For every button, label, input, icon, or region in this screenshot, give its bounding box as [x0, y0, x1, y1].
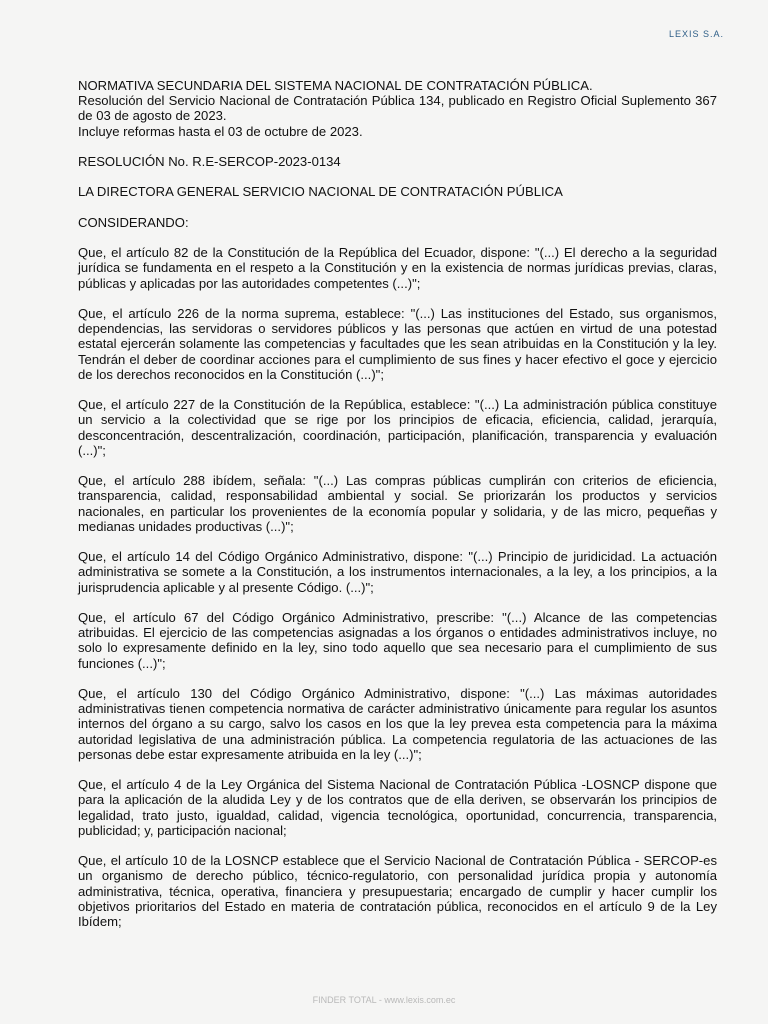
paragraph: Que, el artículo 67 del Código Orgánico Administrativo, prescribe: "(...) Alcance de las competencias atribuidas. El ejercicio de las competencias asignadas a los órganos o entidades administrativos incluye, no solo lo expresamente definido en la ley, sino todo aquello que sea necesario para el cumplimiento de sus funciones (...)"; [78, 609, 717, 671]
paragraph: Que, el artículo 14 del Código Orgánico Administrativo, dispone: "(...) Principio de juridicidad. La actuación administrativa se somete a la Constitución, a los instrumentos internacionales, a la ley, a los principios, a la jurisprudencia aplicable y al presente Código. (...)"; [78, 549, 717, 595]
document-heading [78, 78, 717, 139]
footer-label: FINDER TOTAL - www.lexis.com.ec [312, 995, 456, 1005]
paragraph: Que, el artículo 82 de la Constitución de la República del Ecuador, dispone: "(...) El derecho a la seguridad jurídica se fundamenta en el respeto a la Constitución y en la existencia de normas jurídicas previas, claras, públicas y aplicadas por las autoridades competentes (...)"; [78, 245, 717, 291]
document-reforms: Incluye reformas hasta el 03 de octubre de 2023. [78, 123, 363, 139]
paragraph: Que, el artículo 227 de la Constitución de la República, establece: "(...) La administración pública constituye un servicio a la colectividad que se rige por los principios de eficacia, eficiencia, calidad, jerarquía, desconcentración, descentralización, coordinación, participación, planificación, transparencia y evaluación (...)"; [78, 397, 717, 458]
paragraph: Que, el artículo 226 de la norma suprema, establece: "(...) Las instituciones del Estado, sus organismos, dependencias, las servidoras o servidores públicos y las personas que actúen en virtud de una potestad estatal ejercerán solamente las competencias y facultades que les sean atribuidas en la Constitución y la ley. Tendrán el deber de coordinar acciones para el cumplimiento de sus fines y hacer efectivo el goce y ejercicio de los derechos reconocidos en la Constitución (...)"; [78, 305, 717, 382]
paragraph: Que, el artículo 130 del Código Orgánico Administrativo, dispone: "(...) Las máximas autoridades administrativas tienen competencia normativa de carácter administrativo únicamente para regular los asuntos internos del órgano a su cargo, salvo los casos en los que la ley prevea esta competencia para la máxima autoridad legislativa de una administración pública. La competencia regulatoria de las actuaciones de las personas debe estar expresamente atribuida en la ley (...)"; [78, 685, 717, 762]
document-body [78, 78, 717, 944]
paragraph: Que, el artículo 10 de la LOSNCP establece que el Servicio Nacional de Contratación Pública - SERCOP-es un organismo de derecho público, técnico-regulatorio, con personalidad jurídica propia y autonomía administrativa, técnica, operativa, financiera y presupuestaria; encargado de cumplir y hacer cumplir los objetivos prioritarios del Estado en materia de contratación pública, reconocidos en el artículo 9 de la Ley Ibídem; [78, 853, 717, 929]
document-source: Resolución del Servicio Nacional de Contratación Pública 134, publicado en Registro Oficial Suplemento 367 de 03 de agosto de 2023. [78, 93, 717, 124]
paragraph: Que, el artículo 4 de la Ley Orgánica del Sistema Nacional de Contratación Pública -LOSNCP dispone que para la aplicación de la aludida Ley y de los contratos que de ella deriven, se observarán los principios de legalidad, trato justo, igualdad, calidad, vigencia tecnológica, oportunidad, concurrencia, transparencia, publicidad; y, participación nacional; [78, 777, 717, 838]
resolution-number: RESOLUCIÓN No. R.E-SERCOP-2023-0134 [78, 154, 341, 169]
authority-line: LA DIRECTORA GENERAL SERVICIO NACIONAL DE CONTRATACIÓN PÚBLICA [78, 184, 563, 200]
considerando-heading: CONSIDERANDO: [78, 214, 189, 230]
document-title: NORMATIVA SECUNDARIA DEL SISTEMA NACIONAL DE CONTRATACIÓN PÚBLICA. [78, 78, 593, 93]
paragraph: Que, el artículo 288 ibídem, señala: "(...) Las compras públicas cumplirán con criterios de eficiencia, transparencia, calidad, responsabilidad ambiental y social. Se priorizarán los productos y servicios nacionales, en particular los provenientes de la economía popular y solidaria, y de las micro, pequeñas y medianas unidades productivas (...)"; [78, 473, 717, 534]
brand-label: LEXIS S.A. [668, 29, 724, 39]
